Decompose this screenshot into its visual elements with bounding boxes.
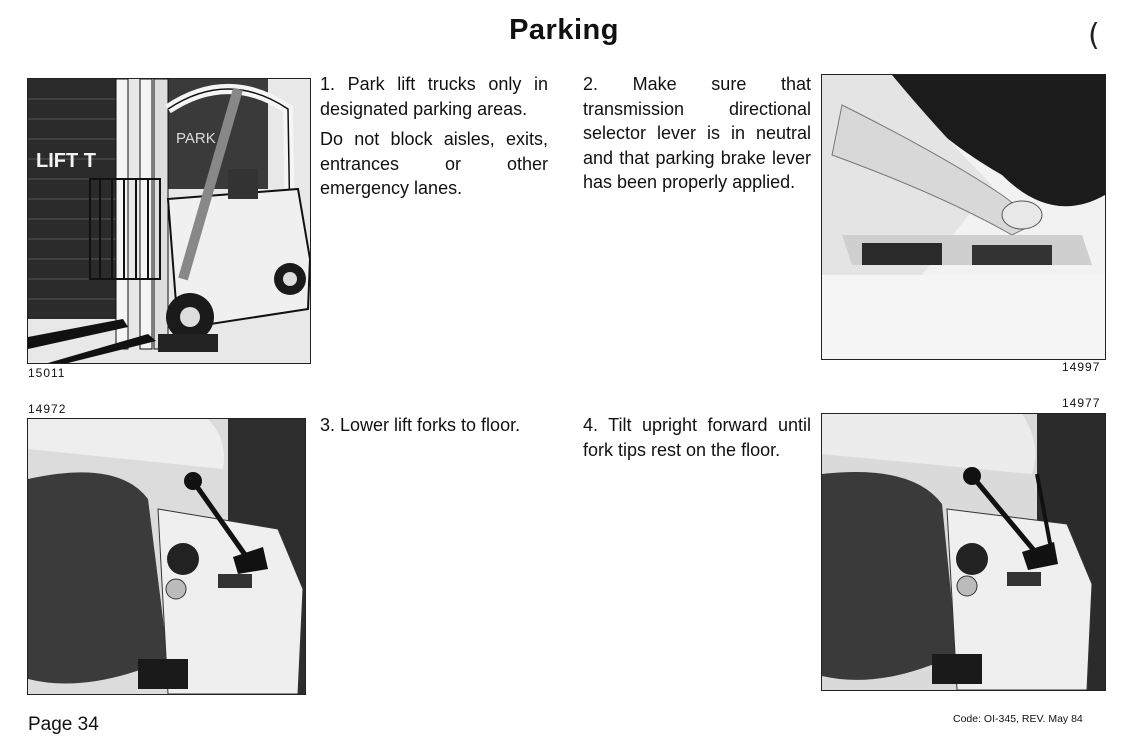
step-3-paragraph-1: 3. Lower lift forks to floor. xyxy=(320,415,521,435)
margin-mark: ( xyxy=(1088,18,1100,53)
lift-lever-illustration xyxy=(28,419,305,694)
step-1-text xyxy=(320,72,548,207)
image-code-14977: 14977 xyxy=(1062,396,1101,410)
step-1-paragraph-2: Do not block aisles, exits, entrances or other emergency lanes. xyxy=(320,129,548,198)
image-code-14997: 14997 xyxy=(1062,360,1101,374)
document-code: Code: OI-345, REV. May 84 xyxy=(953,713,1083,725)
parking-brake-illustration xyxy=(822,75,1105,359)
image-code-14972: 14972 xyxy=(28,402,67,416)
page-number: Page 34 xyxy=(28,714,99,735)
photo-lower-forks xyxy=(27,418,306,695)
step-2-text xyxy=(583,72,811,201)
park-sign-text: PARK xyxy=(176,130,216,147)
photo-parking-brake xyxy=(821,74,1106,360)
forklift-illustration xyxy=(28,79,310,363)
image-code-15011: 15011 xyxy=(28,366,66,380)
step-2-paragraph-1: 2. Make sure that transmission directional selector lever is in neutral and that parking brake lever has been properly applied. xyxy=(583,74,811,192)
step-4-text xyxy=(583,413,811,468)
tilt-lever-illustration xyxy=(822,414,1105,690)
step-1-paragraph-1: 1. Park lift trucks only in designated parking areas. xyxy=(320,74,548,119)
lift-sign-text: LIFT T xyxy=(36,150,96,172)
photo-tilt-upright xyxy=(821,413,1106,691)
step-3-text xyxy=(320,413,548,444)
photo-parked-forklift xyxy=(27,78,311,364)
step-4-paragraph-1: 4. Tilt upright forward until fork tips rest on the floor. xyxy=(583,415,811,460)
page-title: Parking xyxy=(509,14,619,46)
